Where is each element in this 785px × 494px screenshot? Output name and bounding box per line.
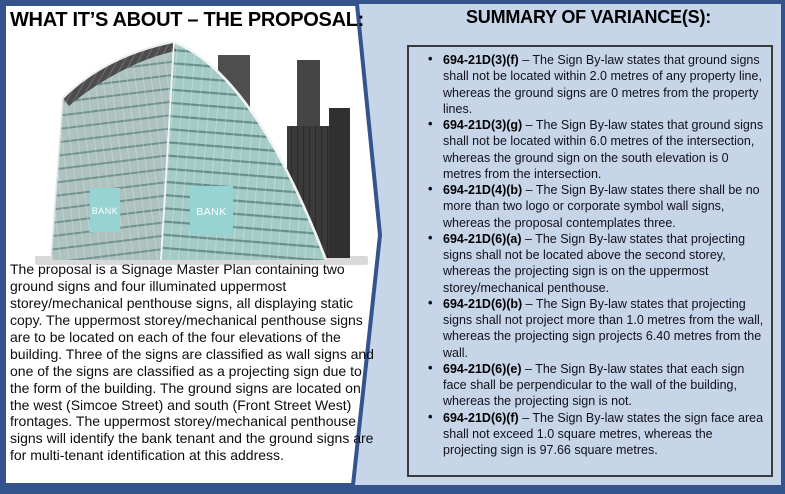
variance-ref: 694-21D(6)(a) xyxy=(443,231,522,246)
variance-ref: 694-21D(3)(f) xyxy=(443,53,519,67)
building-rendering xyxy=(33,38,378,268)
right-panel-title: SUMMARY OF VARIANCE(S): xyxy=(465,7,712,27)
variance-text: – The Sign By-law states the sign face area shall not exceed 1.0 square metres, whereas the projecting sign is 97.66 square metres. xyxy=(443,410,764,457)
variance-ref: 694-21D(6)(e) xyxy=(443,361,522,376)
variance-box xyxy=(407,45,773,477)
left-panel-title: WHAT IT’S ABOUT – THE PROPOSAL: xyxy=(9,9,365,31)
variance-item xyxy=(443,231,765,296)
variance-item xyxy=(443,117,765,182)
variance-text: – The Sign By-law states that ground signs shall not be located within 6.0 metres of the intersection, whereas the ground sign on the south elevation is 0 metres from the intersection. xyxy=(443,118,764,181)
variance-text: – The Sign By-law states that ground signs shall not be located within 2.0 metres of any property line, whereas the ground signs are 0 metres from the property lines. xyxy=(443,53,762,116)
variance-item xyxy=(443,296,765,361)
variance-text: – The Sign By-law states that each sign face shall be perpendicular to the wall of the building, whereas the projecting sign is not. xyxy=(443,361,745,409)
bottom-frame-bar xyxy=(0,485,785,494)
variance-item xyxy=(443,182,765,231)
variance-text: – The Sign By-law states that projecting signs shall not project more than 1.0 metres from the wall, whereas the projecting sign projects 6.40 metres from the wall. xyxy=(443,296,764,360)
variance-ref: 694-21D(4)(b) xyxy=(443,183,523,197)
bank-sign-label-west: BANK xyxy=(91,206,119,216)
bank-sign-west xyxy=(90,188,120,232)
variance-list xyxy=(413,52,765,458)
variance-ref: 694-21D(3)(g) xyxy=(443,118,523,132)
variance-ref: 694-21D(6)(b) xyxy=(443,296,523,311)
variance-item xyxy=(443,361,765,410)
bank-sign-label-south: BANK xyxy=(196,206,227,218)
variance-text: – The Sign By-law states that projecting signs shall not be located above the second storey, whereas the projecting sign is on the uppermost storey/mechanical penthouse. xyxy=(443,231,746,295)
variance-item xyxy=(443,52,765,117)
variance-ref: 694-21D(6)(f) xyxy=(443,410,519,425)
proposal-paragraph: The proposal is a Signage Master Plan containing two ground signs and four illuminated uppermost storey/mechanical penthouse signs, all displaying static copy. The uppermost storey/mechanical penthouse signs are to be located on each of the four elevations of the building. Three of the signs are classified as wall signs and one of the signs are classified as a projecting sign due to the form of the building. The ground signs are located on the west (Simcoe Street) and south (Front Street West) frontages. The uppermost storey/mechanical penthouse signs will identify the bank tenant and the ground signs are for multi-tenant identification at this address. xyxy=(10,261,374,464)
bank-sign-south xyxy=(190,186,233,235)
variance-item xyxy=(443,410,765,459)
variance-text: – The Sign By-law states there shall be no more than two logo or corporate symbol wall signs, whereas the proposal contemplates three. xyxy=(443,183,760,230)
